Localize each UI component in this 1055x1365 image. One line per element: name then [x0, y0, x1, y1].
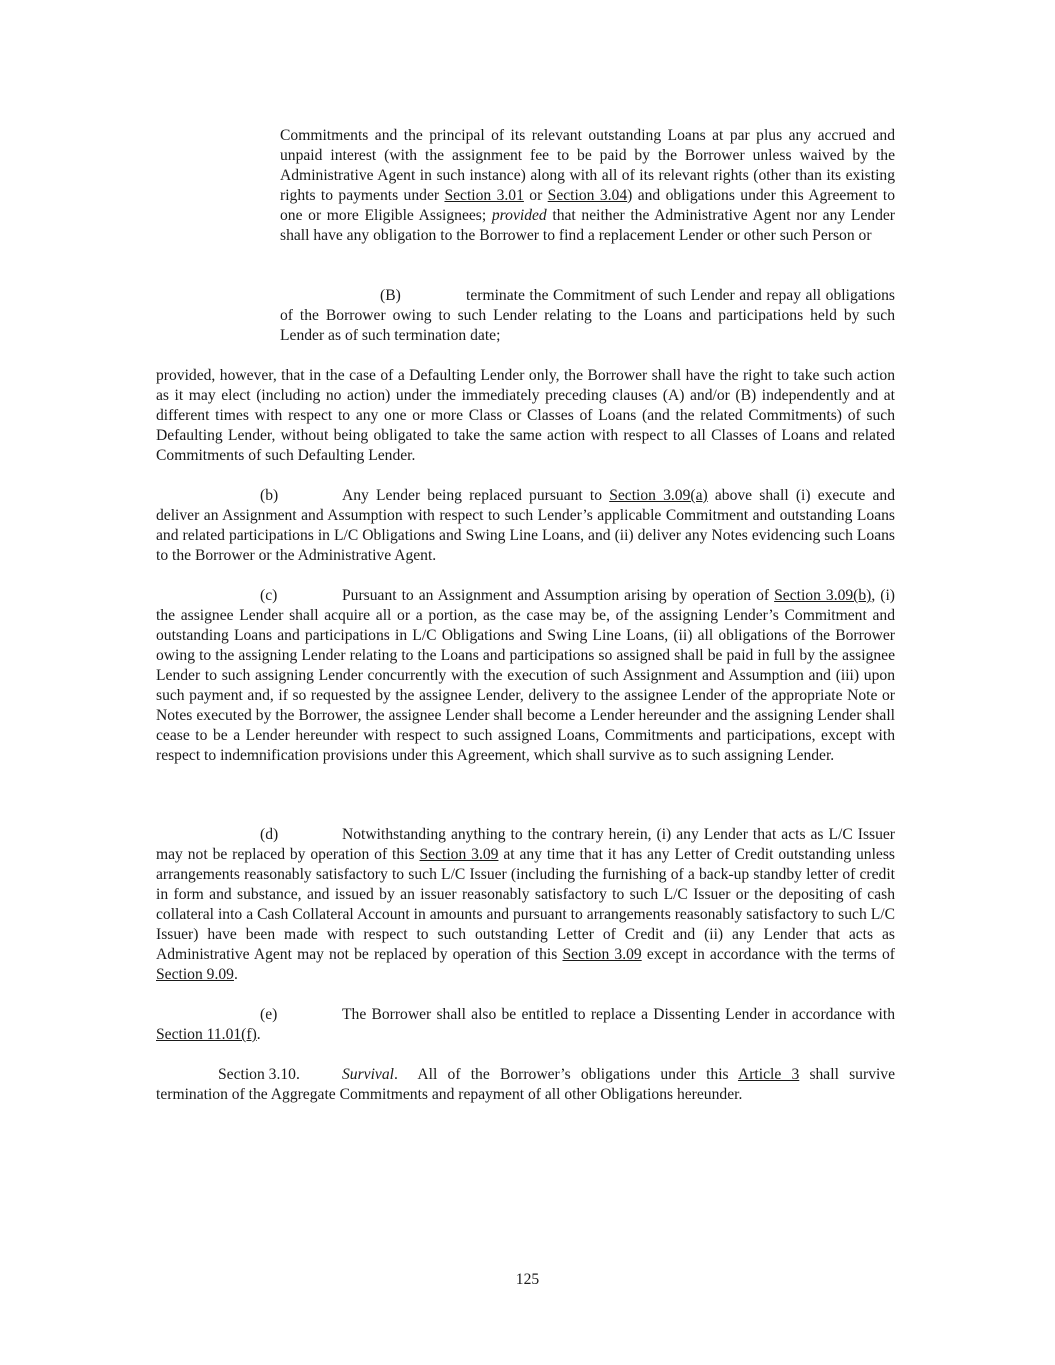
- section-3-10: [156, 1065, 895, 1105]
- proviso-paragraph: provided, however, that in the case of a Defaulting Lender only, the Borrower shall have the right to take such action as it may elect (including no action) under the immediately preceding clauses (A) and/or (B) independently and at different times with respect to any one or more Class or Classes of Loans (and the related Commitments) of such Defaulting Lender, without being obligated to take the same action with respect to all Classes of Loans and related Commitments of such Defaulting Lender.: [156, 367, 895, 464]
- clause-a-continuation: [280, 126, 895, 246]
- paragraph-d-text-3: except in accordance with the terms of: [641, 946, 895, 963]
- clause-b-upper-label: (B): [380, 287, 401, 304]
- page-number: 125: [515, 1271, 540, 1288]
- clause-a-text-3: that neither the Administrative Agent nor any Lender shall have any obligation to the Borrower to find a replacement Lender or other such Person or: [280, 207, 895, 244]
- clause-a-text-1: Commitments and the principal of its relevant outstanding Loans at par plus any accrued and unpaid interest (with the assignment fee to be paid by the Borrower unless waived by the Administrative Agent in such instance) along with all of its relevant rights (other than its existing rights to payments under: [280, 127, 895, 204]
- paragraph-d-text-1: Notwithstanding anything to the contrary herein, (i) any Lender that acts as L/C Issuer may not be replaced by operation of this: [156, 826, 895, 863]
- section-3-09-link-2[interactable]: Section 3.09: [562, 946, 642, 963]
- paragraph-d-label: (d): [260, 826, 279, 843]
- section-3-10-title: Survival: [342, 1066, 394, 1083]
- paragraph-d-text-2: at any time that it has any Letter of Credit outstanding unless arrangements reasonably satisfactory to such L/C Issuer (including the furnishing of a back-up standby letter of credit in form and substance, and issued by an issuer reasonably satisfactory to such L/C Issuer or the depositing of cash collateral into a Cash Collateral Account in amounts and pursuant to arrangements reasonably satisfactory to such L/C Issuer) have been made with respect to such outstanding Letter of Credit and (ii) any Lender that acts as Administrative Agent may not be replaced by operation of this: [156, 846, 895, 963]
- paragraph-b-text-1: Any Lender being replaced pursuant to: [342, 487, 610, 504]
- paragraph-c-text-2: , (i) the assignee Lender shall acquire all or a portion, as the case may be, of the assigning Lender’s Commitment and outstanding Loans and participations in L/C Obligations and Swing Line Loans, (ii) all obligations of the Borrower owing to the assigning Lender relating to the Loans and participations so assigned shall be paid in full by the assignee Lender to such assigning Lender concurrently with the execution of such Assignment and Assumption and (iii) upon such payment and, if so requested by the assignee Lender, delivery to the assignee Lender of the appropriate Note or Notes executed by the Borrower, the assignee Lender shall become a Lender hereunder and the assigning Lender shall cease to be a Lender hereunder with respect to such assigned Loans, Commitments and participations, except with respect to indemnification provisions under this Agreement, which shall survive as to such assigning Lender.: [156, 587, 895, 764]
- section-3-01-link[interactable]: Section 3.01: [444, 187, 524, 204]
- clause-b-upper-text: terminate the Commitment of such Lender and repay all obligations of the Borrower owing to such Lender relating to the Loans and participations held by such Lender as of such termination date;: [280, 287, 895, 344]
- paragraph-d-text-4: .: [233, 966, 238, 983]
- paragraph-b-label: (b): [260, 487, 279, 504]
- paragraph-c: [156, 586, 895, 766]
- paragraph-e-text-1: The Borrower shall also be entitled to replace a Dissenting Lender in accordance with: [342, 1006, 895, 1023]
- section-3-10-title-punct: .: [393, 1066, 398, 1083]
- article-3-link[interactable]: Article 3: [737, 1066, 800, 1083]
- section-9-09-link[interactable]: Section 9.09: [156, 966, 234, 983]
- section-3-09a-link[interactable]: Section 3.09(a): [609, 487, 708, 504]
- clause-b-upper: [280, 286, 895, 346]
- provided-italic: provided: [491, 207, 547, 224]
- paragraph-c-text-1: Pursuant to an Assignment and Assumption arising by operation of: [342, 587, 775, 604]
- paragraph-d: [156, 825, 895, 985]
- paragraph-c-label: (c): [260, 587, 278, 604]
- paragraph-e: [156, 1005, 895, 1045]
- paragraph-e-label: (e): [260, 1006, 278, 1023]
- clause-a-text-or: or: [523, 187, 548, 204]
- section-3-10-number: Section 3.10.: [218, 1066, 300, 1083]
- section-3-09b-link[interactable]: Section 3.09(b): [774, 587, 872, 604]
- paragraph-e-text-2: .: [256, 1026, 261, 1043]
- paragraph-b: [156, 486, 895, 566]
- section-3-10-text-1: All of the Borrower’s obligations under this: [417, 1066, 738, 1083]
- section-11-01f-link[interactable]: Section 11.01(f): [156, 1026, 257, 1043]
- clause-a-text-2: ) and obligations under this Agreement to one or more Eligible Assignees;: [280, 187, 896, 224]
- section-3-09-link[interactable]: Section 3.09: [419, 846, 499, 863]
- section-3-04-link[interactable]: Section 3.04: [547, 187, 628, 204]
- section-3-10-text-2: shall survive termination of the Aggregate Commitments and repayment of all other Obligations hereunder.: [156, 1066, 895, 1103]
- paragraph-b-text-2: above shall (i) execute and deliver an Assignment and Assumption with respect to such Lender’s applicable Commitment and outstanding Loans and related participations in L/C Obligations and Swing Line Loans, and (ii) deliver any Notes evidencing such Loans to the Borrower or the Administrative Agent.: [156, 487, 895, 564]
